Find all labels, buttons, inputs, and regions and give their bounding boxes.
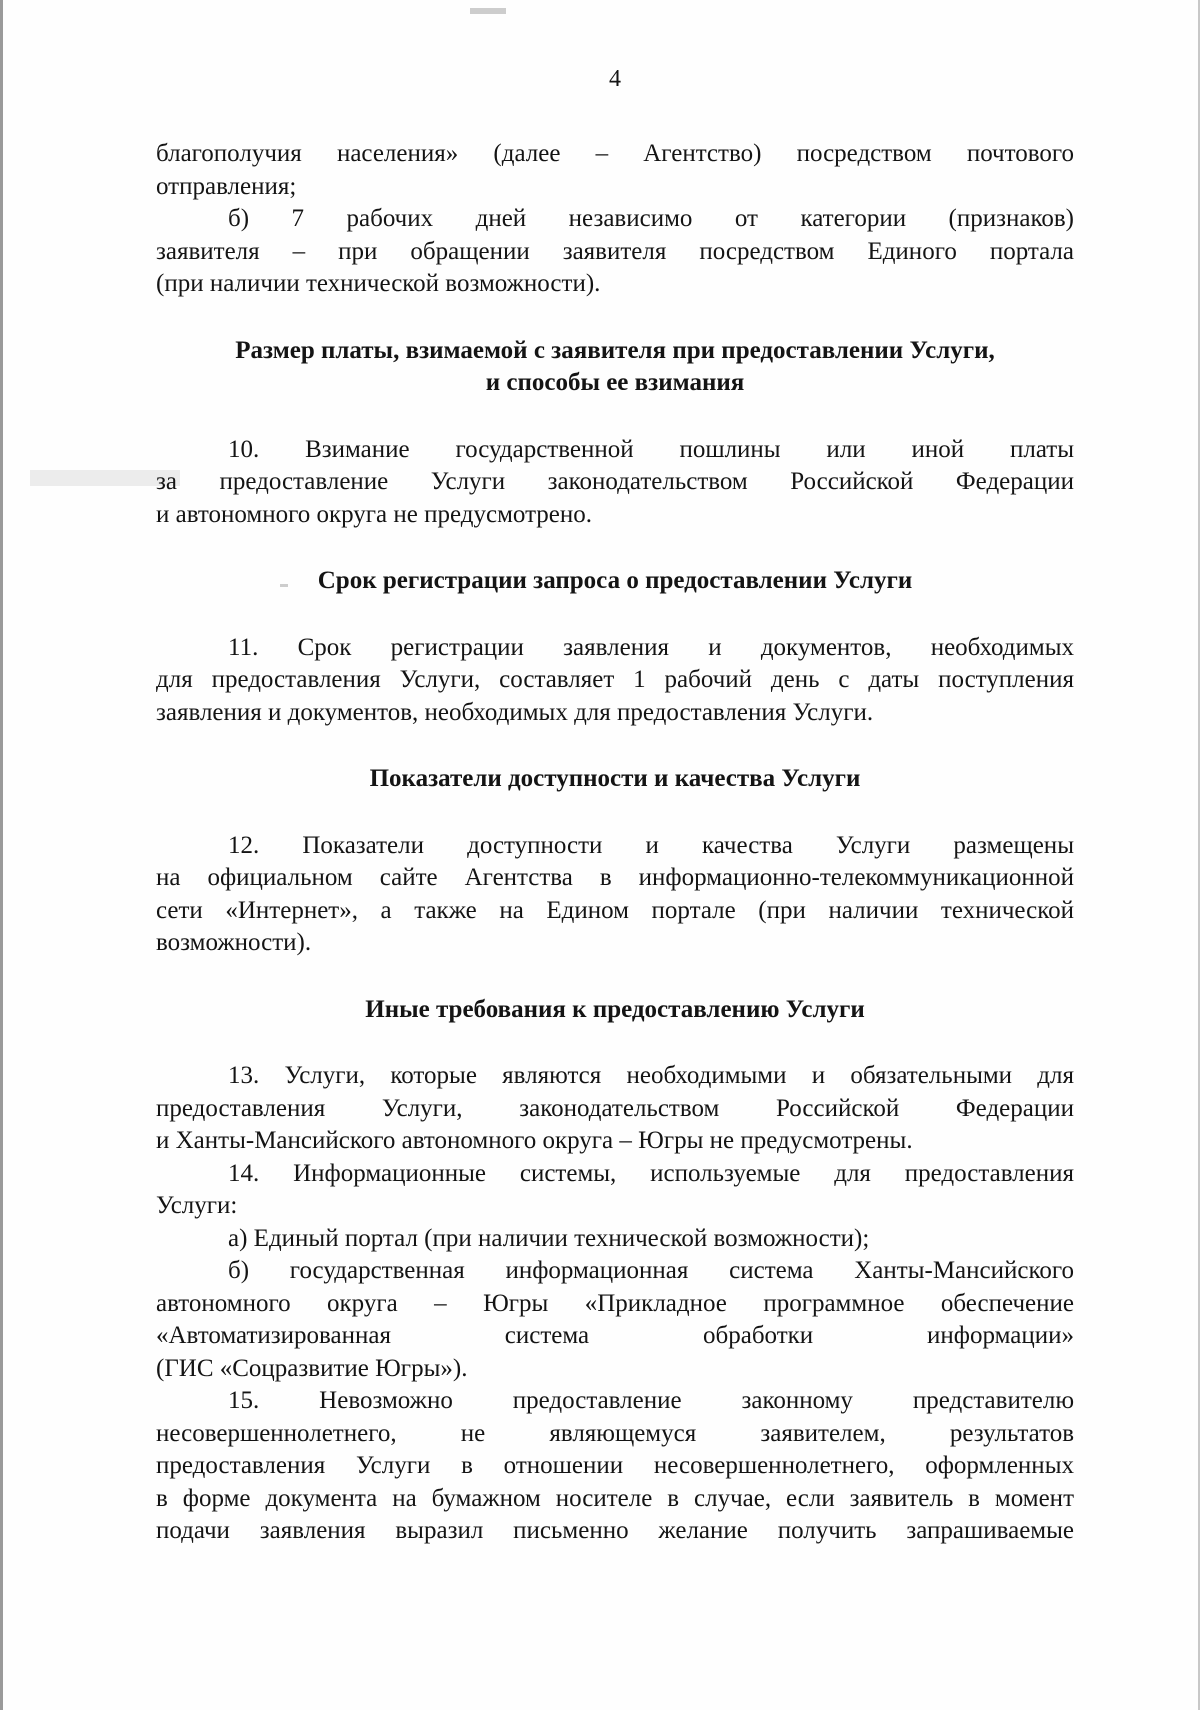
paragraph-15 [156, 1385, 1074, 1548]
heading-line: и способы ее взимания [485, 369, 745, 396]
scan-left-edge [0, 0, 3, 1710]
section-heading-other: Иные требования к предоставлению Услуги [365, 995, 865, 1023]
text-line: в форме документа на бумажном носителе в случае, если заявитель в момент [156, 1484, 1074, 1512]
text-line: «Автоматизированная система обработки информации» [156, 1322, 1074, 1349]
paragraph-continuation [156, 138, 1074, 203]
paragraph-10 [156, 434, 1074, 532]
paragraph-12 [156, 830, 1074, 960]
paragraph-14-b [156, 1255, 1074, 1385]
text-line: а) Единый портал (при наличии технической возможности); [228, 1224, 870, 1252]
text-line: отправления; [156, 172, 297, 200]
text-line: б) 7 рабочих дней независимо от категории (признаков) [228, 205, 1074, 232]
text-line: и Ханты-Мансийского автономного округа – Югры не предусмотрены. [156, 1127, 913, 1154]
text-line: сети «Интернет», а также на Едином портале (при наличии технической [156, 896, 1074, 924]
section-heading-registration: Срок регистрации запроса о предоставлении Услуги [317, 567, 913, 594]
text-line: 14. Информационные системы, используемые для предоставления [228, 1159, 1074, 1187]
paragraph-11 [156, 632, 1074, 730]
scan-speck [470, 8, 506, 14]
text-line: Услуги: [156, 1192, 238, 1219]
paragraph-14-a [156, 1223, 1074, 1256]
text-line: за предоставление Услуги законодательством Российской Федерации [156, 468, 1074, 495]
text-line: предоставления Услуги, законодательством Российской Федерации [156, 1094, 1074, 1122]
text-line: 10. Взимание государственной пошлины или иной платы [228, 435, 1074, 463]
text-line: (при наличии технической возможности). [156, 270, 601, 297]
text-line: благополучия населения» (далее – Агентство) посредством почтового [156, 140, 1074, 167]
heading-line: Размер платы, взимаемой с заявителя при предоставлении Услуги, [235, 336, 995, 364]
section-heading-quality: Показатели доступности и качества Услуги [369, 765, 861, 792]
text-line: заявления и документов, необходимых для предоставления Услуги. [156, 698, 874, 726]
page-number: 4 [609, 66, 621, 92]
text-line: и автономного округа не предусмотрено. [156, 500, 593, 528]
text-line: 13. Услуги, которые являются необходимыми и обязательными для [228, 1062, 1074, 1089]
text-line: (ГИС «Соцразвитие Югры»). [156, 1354, 468, 1382]
paragraph-13 [156, 1060, 1074, 1158]
text-line: возможности). [156, 929, 312, 956]
text-line: на официальном сайте Агентства в информационно-телекоммуникационной [156, 864, 1074, 891]
text-line: подачи заявления выразил письменно желание получить запрашиваемые [156, 1517, 1074, 1544]
paragraph-item-b [156, 203, 1074, 301]
text-line: для предоставления Услуги, составляет 1 рабочий день с даты поступления [156, 666, 1074, 693]
text-line: заявителя – при обращении заявителя посредством Единого портала [156, 237, 1074, 265]
document-body [156, 138, 1074, 1548]
text-line: несовершеннолетнего, не являющемуся заявителем, результатов [156, 1419, 1074, 1447]
text-line: 15. Невозможно предоставление законному представителю [228, 1387, 1074, 1414]
text-line: 11. Срок регистрации заявления и документов, необходимых [228, 633, 1074, 661]
text-line: б) государственная информационная система Ханты-Мансийского [228, 1257, 1074, 1284]
text-line: 12. Показатели доступности и качества Услуги размещены [228, 831, 1074, 859]
text-line: предоставления Услуги в отношении несовершеннолетнего, оформленных [156, 1452, 1074, 1479]
section-heading-fee [156, 335, 1074, 400]
paragraph-14 [156, 1158, 1074, 1223]
text-line: автономного округа – Югры «Прикладное программное обеспечение [156, 1289, 1074, 1317]
